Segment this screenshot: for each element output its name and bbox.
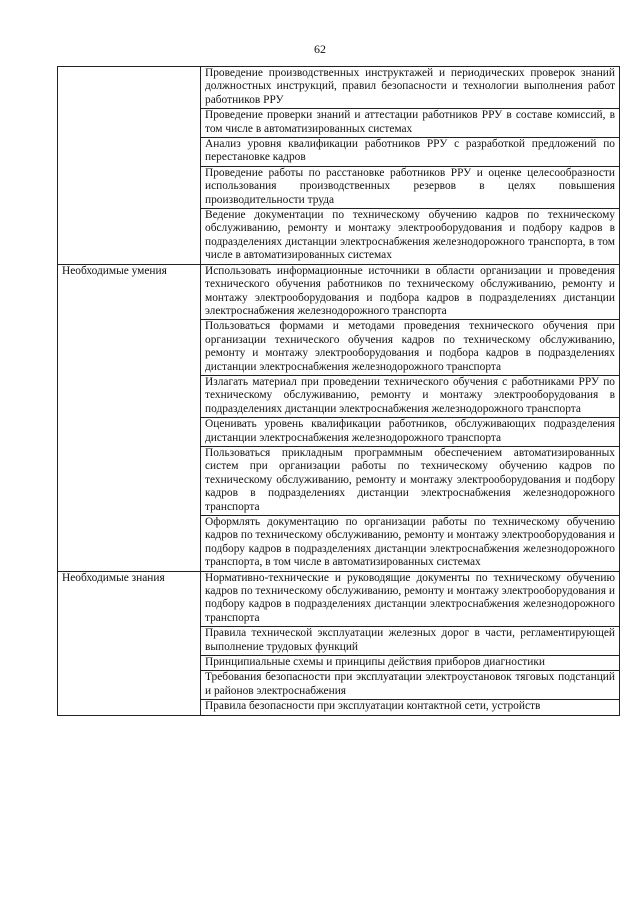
table-cell: Проведение работы по расстановке работников РРУ и оценке целесообразности использования производственных резервов в целях повышения производительности труда [201, 166, 620, 208]
table-cell: Использовать информационные источники в области организации и проведения технического обучения работников по техническому обслуживанию, ремонту и монтажу электрооборудования и подбора кадров в подразделениях дистанции электроснабжения железнодорожного транспорта [201, 264, 620, 320]
table-cell: Анализ уровня квалификации работников РРУ с разработкой предложений по перестановке кадров [201, 138, 620, 167]
page-number: 62 [314, 42, 326, 56]
section-label-knowledge: Необходимые знания [58, 571, 201, 715]
table-cell: Проведение производственных инструктажей и периодических проверок знаний должностных инструкций, правил безопасности и технологии выполнения работ работников РРУ [201, 67, 620, 109]
table-row [58, 571, 620, 627]
table-row [58, 264, 620, 320]
table-cell: Требования безопасности при эксплуатации электроустановок тяговых подстанций и районов электроснабжения [201, 671, 620, 700]
table-cell: Излагать материал при проведении технического обучения с работниками РРУ по техническому обслуживанию, ремонту и монтажу электрооборудования в подразделениях дистанции электроснабжения железнодорожного транспорта [201, 375, 620, 417]
table-cell: Правила безопасности при эксплуатации контактной сети, устройств [201, 700, 620, 715]
table-cell: Проведение проверки знаний и аттестации работников РРУ в составе комиссий, в том числе в автоматизированных системах [201, 109, 620, 138]
section-label-skills: Необходимые умения [58, 264, 201, 571]
table-cell: Принципиальные схемы и принципы действия приборов диагностики [201, 656, 620, 671]
table-cell: Пользоваться формами и методами проведения технического обучения при организации технического обучения кадров по техническому обслуживанию, ремонту и монтажу электрооборудования и подбора кадров в подразделениях дистанции электроснабжения железнодорожного транспорта [201, 320, 620, 376]
table-cell: Оформлять документацию по организации работы по техническому обучению кадров по техническому обслуживанию, ремонту и монтажу электрооборудования и подбору кадров в подразделениях дистанции электроснабжения железнодорожного транспорта, в том числе в автоматизированных системах [201, 516, 620, 572]
table-cell: Ведение документации по техническому обучению кадров по техническому обслуживанию, ремонту и монтажу электрооборудования и подбору кадров в подразделениях дистанции электроснабжения железнодорожного транспорта, в том числе в автоматизированных системах [201, 209, 620, 265]
section-label [58, 67, 201, 265]
table-cell: Нормативно-технические и руководящие документы по техническому обучению кадров по техническому обслуживанию, ремонту и монтажу электрооборудования и подбору кадров в подразделениях дистанции электроснабжения железнодорожного транспорта [201, 571, 620, 627]
table-cell: Правила технической эксплуатации железных дорог в части, регламентирующей выполнение трудовых функций [201, 627, 620, 656]
table-cell: Пользоваться прикладным программным обеспечением автоматизированных систем при организации работы по техническому обучению кадров по техническому обслуживанию, ремонту и монтажу электрооборудования и подбору кадров в подразделениях дистанции электроснабжения железнодорожного транспорта [201, 446, 620, 515]
requirements-table [57, 66, 620, 716]
table-row [58, 67, 620, 109]
table-cell: Оценивать уровень квалификации работников, обслуживающих подразделения дистанции электроснабжения железнодорожного транспорта [201, 418, 620, 447]
